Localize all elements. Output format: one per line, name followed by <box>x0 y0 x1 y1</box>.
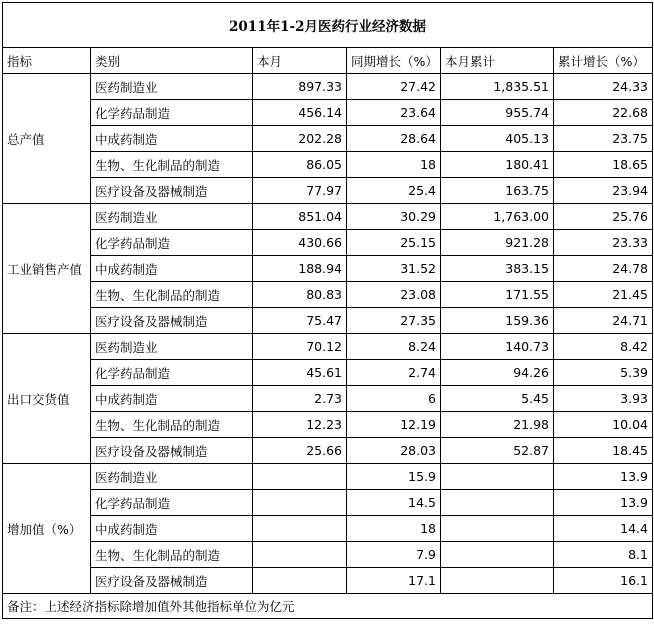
category-cell: 化学药品制造 <box>91 490 253 516</box>
month-value-cell <box>253 490 347 516</box>
yoy-growth-cell: 23.08 <box>347 282 441 308</box>
yoy-growth-cell: 7.9 <box>347 542 441 568</box>
yoy-growth-cell: 23.64 <box>347 100 441 126</box>
category-cell: 化学药品制造 <box>91 230 253 256</box>
cumulative-value-cell: 383.15 <box>441 256 554 282</box>
cumulative-value-cell: 1,763.00 <box>441 204 554 230</box>
indicator-cell: 总产值 <box>3 74 91 204</box>
month-value-cell: 430.66 <box>253 230 347 256</box>
month-value-cell: 897.33 <box>253 74 347 100</box>
table-row <box>3 490 653 516</box>
category-cell: 医疗设备及器械制造 <box>91 438 253 464</box>
table-row <box>3 464 653 490</box>
yoy-growth-cell: 25.15 <box>347 230 441 256</box>
category-cell: 生物、生化制品的制造 <box>91 542 253 568</box>
category-cell: 医药制造业 <box>91 464 253 490</box>
cumulative-value-cell: 1,835.51 <box>441 74 554 100</box>
header-indicator: 指标 <box>3 48 91 74</box>
table-row <box>3 542 653 568</box>
month-value-cell: 202.28 <box>253 126 347 152</box>
cumulative-growth-cell: 24.78 <box>554 256 653 282</box>
pharma-data-table <box>2 2 653 619</box>
category-cell: 医药制造业 <box>91 334 253 360</box>
category-cell: 医疗设备及器械制造 <box>91 178 253 204</box>
yoy-growth-cell: 27.35 <box>347 308 441 334</box>
header-cumulative-growth: 累计增长（%） <box>554 48 653 74</box>
indicator-cell: 工业销售产值 <box>3 204 91 334</box>
category-cell: 中成药制造 <box>91 386 253 412</box>
month-value-cell <box>253 542 347 568</box>
cumulative-growth-cell: 13.9 <box>554 464 653 490</box>
cumulative-value-cell: 140.73 <box>441 334 554 360</box>
yoy-growth-cell: 31.52 <box>347 256 441 282</box>
cumulative-value-cell: 52.87 <box>441 438 554 464</box>
cumulative-value-cell: 94.26 <box>441 360 554 386</box>
cumulative-value-cell <box>441 464 554 490</box>
cumulative-growth-cell: 16.1 <box>554 568 653 594</box>
cumulative-value-cell: 955.74 <box>441 100 554 126</box>
table-row <box>3 256 653 282</box>
yoy-growth-cell: 15.9 <box>347 464 441 490</box>
cumulative-value-cell: 163.75 <box>441 178 554 204</box>
header-row <box>3 48 653 74</box>
table-note: 备注：上述经济指标除增加值外其他指标单位为亿元 <box>3 594 653 619</box>
cumulative-value-cell <box>441 568 554 594</box>
yoy-growth-cell: 30.29 <box>347 204 441 230</box>
cumulative-value-cell <box>441 542 554 568</box>
category-cell: 中成药制造 <box>91 256 253 282</box>
table-row <box>3 412 653 438</box>
cumulative-value-cell: 5.45 <box>441 386 554 412</box>
table-row <box>3 386 653 412</box>
table-row <box>3 360 653 386</box>
cumulative-growth-cell: 5.39 <box>554 360 653 386</box>
yoy-growth-cell: 12.19 <box>347 412 441 438</box>
month-value-cell: 2.73 <box>253 386 347 412</box>
table-row <box>3 204 653 230</box>
table-row <box>3 334 653 360</box>
table-row <box>3 230 653 256</box>
indicator-cell: 增加值（%） <box>3 464 91 594</box>
header-yoy-growth: 同期增长（%） <box>347 48 441 74</box>
cumulative-growth-cell: 21.45 <box>554 282 653 308</box>
cumulative-growth-cell: 13.9 <box>554 490 653 516</box>
category-cell: 中成药制造 <box>91 516 253 542</box>
table-row <box>3 126 653 152</box>
indicator-cell: 出口交货值 <box>3 334 91 464</box>
yoy-growth-cell: 8.24 <box>347 334 441 360</box>
table-row <box>3 74 653 100</box>
cumulative-growth-cell: 10.04 <box>554 412 653 438</box>
yoy-growth-cell: 6 <box>347 386 441 412</box>
month-value-cell <box>253 516 347 542</box>
month-value-cell: 456.14 <box>253 100 347 126</box>
table-row <box>3 308 653 334</box>
cumulative-growth-cell: 24.33 <box>554 74 653 100</box>
month-value-cell: 70.12 <box>253 334 347 360</box>
category-cell: 医药制造业 <box>91 204 253 230</box>
cumulative-growth-cell: 8.42 <box>554 334 653 360</box>
month-value-cell: 45.61 <box>253 360 347 386</box>
month-value-cell: 86.05 <box>253 152 347 178</box>
month-value-cell: 25.66 <box>253 438 347 464</box>
table-title: 2011年1-2月医药行业经济数据 <box>3 3 653 48</box>
cumulative-growth-cell: 8.1 <box>554 542 653 568</box>
category-cell: 生物、生化制品的制造 <box>91 152 253 178</box>
table-row <box>3 282 653 308</box>
month-value-cell: 188.94 <box>253 256 347 282</box>
category-cell: 生物、生化制品的制造 <box>91 282 253 308</box>
month-value-cell: 851.04 <box>253 204 347 230</box>
cumulative-value-cell: 180.41 <box>441 152 554 178</box>
header-month: 本月 <box>253 48 347 74</box>
yoy-growth-cell: 2.74 <box>347 360 441 386</box>
table-row <box>3 152 653 178</box>
month-value-cell: 77.97 <box>253 178 347 204</box>
month-value-cell <box>253 568 347 594</box>
cumulative-growth-cell: 23.94 <box>554 178 653 204</box>
cumulative-growth-cell: 23.75 <box>554 126 653 152</box>
month-value-cell: 12.23 <box>253 412 347 438</box>
yoy-growth-cell: 14.5 <box>347 490 441 516</box>
yoy-growth-cell: 18 <box>347 516 441 542</box>
data-table-container <box>2 2 652 627</box>
month-value-cell: 80.83 <box>253 282 347 308</box>
table-row <box>3 438 653 464</box>
table-row <box>3 100 653 126</box>
yoy-growth-cell: 28.64 <box>347 126 441 152</box>
table-row <box>3 516 653 542</box>
category-cell: 化学药品制造 <box>91 100 253 126</box>
yoy-growth-cell: 28.03 <box>347 438 441 464</box>
category-cell: 医疗设备及器械制造 <box>91 308 253 334</box>
cumulative-growth-cell: 22.68 <box>554 100 653 126</box>
cumulative-value-cell: 405.13 <box>441 126 554 152</box>
cumulative-growth-cell: 25.76 <box>554 204 653 230</box>
month-value-cell: 75.47 <box>253 308 347 334</box>
category-cell: 医疗设备及器械制造 <box>91 568 253 594</box>
category-cell: 中成药制造 <box>91 126 253 152</box>
table-row <box>3 178 653 204</box>
yoy-growth-cell: 18 <box>347 152 441 178</box>
cumulative-value-cell: 21.98 <box>441 412 554 438</box>
table-row <box>3 568 653 594</box>
yoy-growth-cell: 27.42 <box>347 74 441 100</box>
cumulative-value-cell <box>441 516 554 542</box>
yoy-growth-cell: 17.1 <box>347 568 441 594</box>
cumulative-growth-cell: 18.45 <box>554 438 653 464</box>
yoy-growth-cell: 25.4 <box>347 178 441 204</box>
cumulative-value-cell: 159.36 <box>441 308 554 334</box>
month-value-cell <box>253 464 347 490</box>
category-cell: 医药制造业 <box>91 74 253 100</box>
category-cell: 化学药品制造 <box>91 360 253 386</box>
cumulative-growth-cell: 23.33 <box>554 230 653 256</box>
cumulative-growth-cell: 3.93 <box>554 386 653 412</box>
header-cumulative: 本月累计 <box>441 48 554 74</box>
cumulative-growth-cell: 14.4 <box>554 516 653 542</box>
cumulative-value-cell: 921.28 <box>441 230 554 256</box>
cumulative-growth-cell: 18.65 <box>554 152 653 178</box>
cumulative-value-cell: 171.55 <box>441 282 554 308</box>
category-cell: 生物、生化制品的制造 <box>91 412 253 438</box>
cumulative-value-cell <box>441 490 554 516</box>
cumulative-growth-cell: 24.71 <box>554 308 653 334</box>
header-category: 类别 <box>91 48 253 74</box>
